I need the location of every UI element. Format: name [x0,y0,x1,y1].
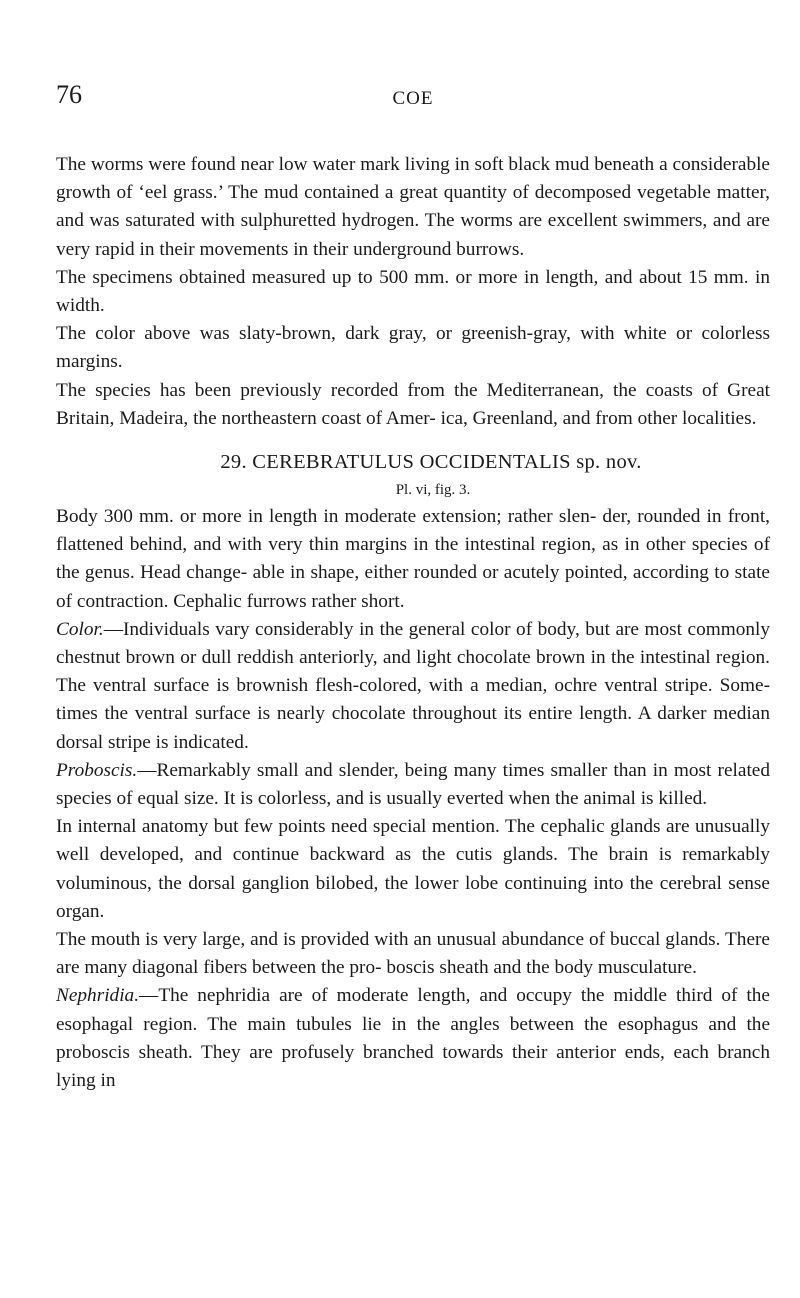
paragraph: The specimens obtained measured up to 500 mm. or more in length, and about 15 mm. in width. [56,266,770,317]
proboscis-label: Proboscis. [56,759,138,781]
paragraph-nephridia [56,982,770,1095]
proboscis-text: —Remarkably small and slender, being many times smaller than in most related species of equal size. It is colorless, and is usually everted when the animal is killed. [56,759,770,810]
page-body [56,151,770,1095]
page-header [56,80,770,116]
nephridia-text: —The nephridia are of moderate length, and occupy the middle third of the esophagal region. The main tubules lie in the angles between the esophagus and the proboscis sheath. They are profusely branched towards their anterior ends, each branch lying in [56,985,770,1092]
paragraph-mouth: The mouth is very large, and is provided with an unusual abundance of buccal glands. There are many diagonal fibers between the pro- boscis sheath and the body musculature. [56,929,770,979]
nephridia-label: Nephridia. [56,985,140,1007]
plate-reference: Pl. vi, fig. 3. [395,482,471,499]
paragraph-proboscis [56,757,770,813]
section-title: 29. CEREBRATULUS OCCIDENTALIS sp. nov. [220,451,642,474]
page-number: 76 [56,80,82,109]
paragraph: The color above was slaty-brown, dark gray, or greenish-gray, with white or colorless margins. [56,323,770,373]
book-page [56,80,770,1095]
paragraph-color [56,616,770,757]
color-label: Color. [56,618,104,640]
paragraph-body-description: Body 300 mm. or more in length in moderate extension; rather slen- der, rounded in front, flattened behind, and with very thin margins in the intestinal region, as in other species of the genus. Head change- able in shape, either rounded or acutely pointed, according to state of contraction. Cephalic furrows rather short. [56,506,770,612]
paragraph: The worms were found near low water mark living in soft black mud beneath a considerable growth of ‘eel grass.’ The mud contained a great quantity of decomposed vegetable matter, and was saturated with sulphuretted hydrogen. The worms are excellent swimmers, and are very rapid in their movements in their underground burrows. [56,154,770,260]
paragraph: The species has been previously recorded from the Mediterranean, the coasts of Great Britain, Madeira, the northeastern coast of Amer- ica, Greenland, and from other localities. [56,379,770,429]
paragraph-anatomy: In internal anatomy but few points need special mention. The cephalic glands are unusually well developed, and continue backward as the cutis glands. The brain is remarkably voluminous, the dorsal ganglion bilobed, the lower lobe continuing into the cerebral sense organ. [56,816,770,922]
running-head: COE [392,88,434,109]
color-text: —Individuals vary considerably in the general color of body, but are most commonly chestnut brown or dull reddish anteriorly, and light chocolate brown in the intestinal region. The ventral surface is brownish flesh-colored, with a median, ochre ventral stripe. Some- times the ventral surface is nearly chocolate throughout its entire length. A darker median dorsal stripe is indicated. [56,618,770,753]
